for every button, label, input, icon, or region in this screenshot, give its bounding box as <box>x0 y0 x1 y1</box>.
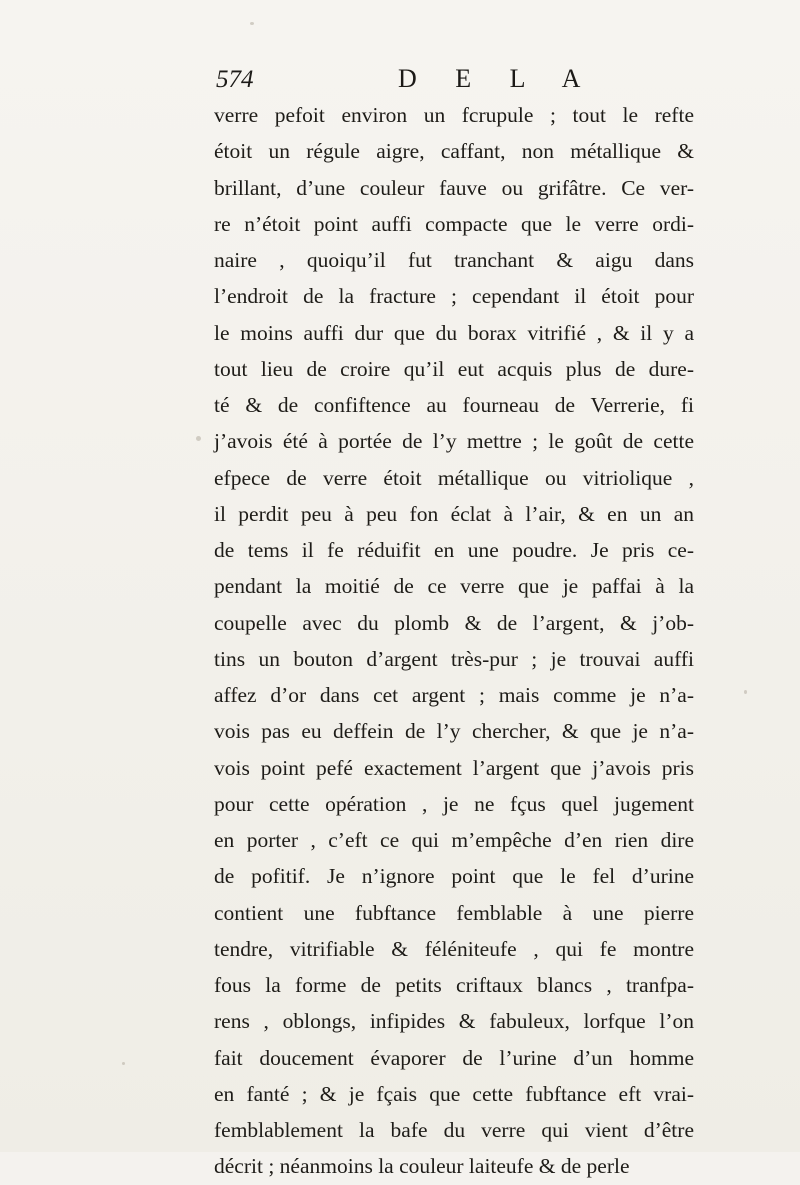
text-line: décrit ; néanmoins la couleur laiteufe & de perle <box>214 1154 630 1179</box>
text-line: pour cette opération , je ne fçus quel jugement <box>214 791 694 816</box>
body-text <box>214 97 694 1185</box>
text-line: tendre, vitrifiable & féléniteufe , qui fe montre <box>214 936 694 961</box>
text-line: vois pas eu deffein de l’y chercher, & que je n’a- <box>214 719 694 744</box>
text-line: l’endroit de la fracture ; cependant il étoit pour <box>214 284 694 309</box>
text-line: brillant, d’une couleur fauve ou grifâtre. Ce ver- <box>214 175 694 200</box>
paper-speck <box>122 1062 125 1065</box>
text-line: vois point pefé exactement l’argent que j’avois pris <box>214 755 694 780</box>
text-line: de pofitif. Je n’ignore point que le fel d’urine <box>214 864 694 889</box>
text-line: contient une fubftance femblable à une pierre <box>214 900 694 925</box>
text-line: pendant la moitié de ce verre que je paffai à la <box>214 574 694 599</box>
running-head <box>216 64 686 98</box>
text-line: tins un bouton d’argent très-pur ; je trouvai auffi <box>214 646 694 671</box>
text-line: efpece de verre étoit métallique ou vitriolique , <box>214 465 694 490</box>
text-line: affez d’or dans cet argent ; mais comme je n’a- <box>214 683 694 707</box>
paper-speck <box>250 22 254 25</box>
text-line: fous la forme de petits criftaux blancs , tranfpa- <box>214 973 694 997</box>
page-number: 574 <box>216 66 254 93</box>
text-line: tout lieu de croire qu’il eut acquis plus de dure- <box>214 356 694 381</box>
text-line: rens , oblongs, infipides & fabuleux, lorfque l’on <box>214 1009 694 1034</box>
text-line: naire , quoiqu’il fut tranchant & aigu dans <box>214 248 694 272</box>
text-line: verre pefoit environ un fcrupule ; tout le refte <box>214 103 694 127</box>
text-line: j’avois été à portée de l’y mettre ; le goût de cette <box>214 429 694 454</box>
running-head-title: D E L A <box>398 64 597 93</box>
text-line: le moins auffi dur que du borax vitrifié , & il y a <box>214 320 694 345</box>
paper-speck <box>744 690 747 694</box>
text-line: étoit un régule aigre, caffant, non métallique & <box>214 139 694 164</box>
text-line: coupelle avec du plomb & de l’argent, & j’ob- <box>214 610 694 635</box>
text-line: té & de confiftence au fourneau de Verrerie, fi <box>214 393 694 417</box>
text-line: en porter , c’eft ce qui m’empêche d’en rien dire <box>214 828 694 852</box>
paper-speck <box>196 436 201 441</box>
text-line: de tems il fe réduifit en une poudre. Je pris ce- <box>214 538 694 562</box>
text-line: femblablement la bafe du verre qui vient d’être <box>214 1118 694 1142</box>
text-line: re n’étoit point auffi compacte que le verre ordi- <box>214 211 694 236</box>
text-line: fait doucement évaporer de l’urine d’un homme <box>214 1045 694 1070</box>
text-line: il perdit peu à peu fon éclat à l’air, & en un an <box>214 501 694 526</box>
text-line: en fanté ; & je fçais que cette fubftance eft vrai- <box>214 1081 694 1106</box>
